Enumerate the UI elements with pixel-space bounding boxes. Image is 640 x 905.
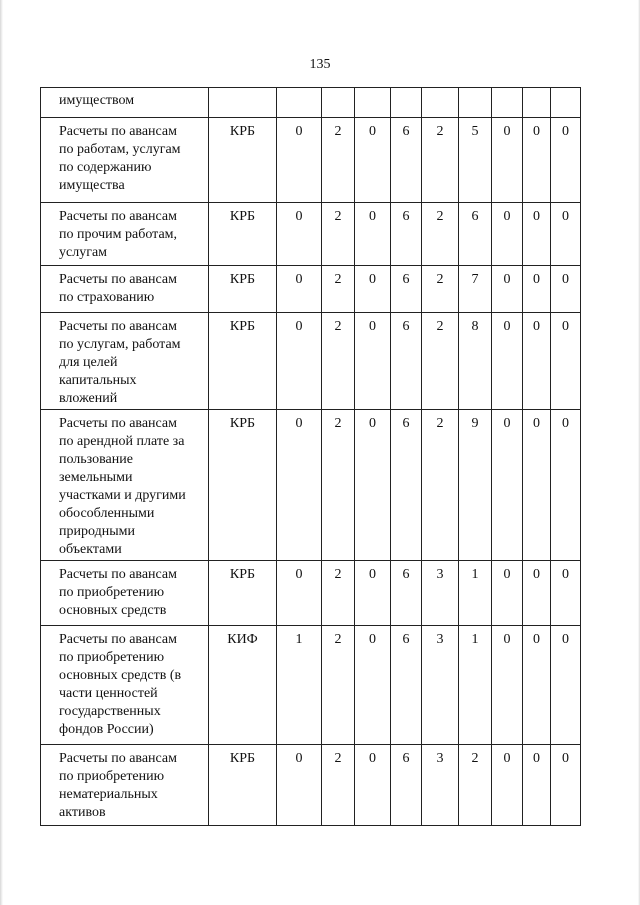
account-digit-cell: 0 [355,561,391,626]
account-digit-cell [551,88,581,118]
budget-code-cell: КРБ [209,118,277,203]
account-digit-cell: 6 [391,626,422,745]
account-digit-cell: 0 [523,203,551,266]
account-digit-cell: 6 [391,410,422,561]
account-digit-cell [492,88,523,118]
table-row [41,88,581,118]
account-digit-cell: 2 [422,410,459,561]
account-name-line: части ценностей [59,686,158,701]
account-name-cell [41,410,209,561]
account-name-line: по приобретению [59,585,165,600]
scan-edge-left [0,0,3,905]
account-name-line: имуществом [59,93,135,108]
account-name-cell [41,626,209,745]
account-digit-cell: 0 [277,410,322,561]
account-digit-cell [322,88,355,118]
account-name-line: нематериальных [59,787,158,802]
account-digit-cell: 0 [355,410,391,561]
account-digit-cell: 0 [551,626,581,745]
account-name-line: по прочим работам, [59,227,178,242]
account-name-line: по содержанию [59,160,152,175]
table-row [41,561,581,626]
account-digit-cell: 2 [322,626,355,745]
budget-code-cell: КРБ [209,266,277,313]
account-digit-cell: 0 [523,410,551,561]
account-digit-cell: 0 [355,203,391,266]
account-digit-cell: 6 [391,203,422,266]
budget-code-cell: КРБ [209,745,277,826]
account-digit-cell: 0 [551,745,581,826]
account-name-line: для целей [59,355,118,370]
account-digit-cell: 0 [551,266,581,313]
account-digit-cell [355,88,391,118]
account-digit-cell: 6 [391,266,422,313]
table-row [41,745,581,826]
account-name-cell [41,88,209,118]
account-digit-cell: 2 [422,313,459,410]
account-digit-cell: 0 [551,410,581,561]
table-row [41,118,581,203]
account-digit-cell [277,88,322,118]
account-digit-cell: 0 [277,745,322,826]
account-digit-cell: 0 [277,561,322,626]
account-digit-cell: 2 [322,118,355,203]
account-digit-cell: 6 [391,561,422,626]
account-name-line: по приобретению [59,769,165,784]
account-digit-cell: 6 [391,313,422,410]
account-digit-cell: 2 [322,203,355,266]
account-name-line: по услугам, работам [59,337,181,352]
budget-code-cell: КРБ [209,561,277,626]
account-digit-cell: 0 [492,626,523,745]
account-name-line: фондов России) [59,722,154,737]
account-digit-cell: 3 [422,745,459,826]
account-digit-cell: 0 [492,313,523,410]
account-name-cell [41,203,209,266]
account-name-line: природными [59,524,135,539]
account-digit-cell: 2 [322,410,355,561]
account-digit-cell: 0 [492,203,523,266]
table-row [41,266,581,313]
account-digit-cell: 1 [277,626,322,745]
account-name-line: вложений [59,391,118,406]
account-digit-cell: 2 [459,745,492,826]
account-digit-cell [422,88,459,118]
account-digit-cell: 0 [355,313,391,410]
account-digit-cell: 2 [422,203,459,266]
budget-code-cell: КРБ [209,410,277,561]
account-digit-cell: 0 [277,313,322,410]
account-name-line: Расчеты по авансам [59,567,178,582]
account-name-line: по арендной плате за [59,434,185,449]
account-digit-cell: 0 [277,203,322,266]
account-name-line: Расчеты по авансам [59,272,178,287]
account-digit-cell: 0 [492,118,523,203]
budget-code-cell: КРБ [209,313,277,410]
account-digit-cell: 7 [459,266,492,313]
account-name-cell [41,745,209,826]
account-digit-cell: 0 [492,266,523,313]
account-digit-cell: 2 [322,561,355,626]
account-digit-cell: 0 [355,266,391,313]
account-name-line: основных средств (в [59,668,182,683]
account-name-line: активов [59,805,106,820]
account-name-line: обособленными [59,506,155,521]
account-digit-cell: 0 [551,203,581,266]
account-name-line: основных средств [59,603,167,618]
account-digit-cell: 2 [322,745,355,826]
table-body [41,88,581,826]
account-name-line: Расчеты по авансам [59,632,178,647]
account-name-line: Расчеты по авансам [59,319,178,334]
account-name-line: земельными [59,470,133,485]
account-digit-cell [459,88,492,118]
account-name-line: государственных [59,704,161,719]
account-digit-cell: 3 [422,626,459,745]
table-row [41,626,581,745]
account-digit-cell: 3 [422,561,459,626]
account-digit-cell: 0 [551,561,581,626]
account-digit-cell: 0 [355,626,391,745]
budget-code-cell: КИФ [209,626,277,745]
account-name-line: по страхованию [59,290,155,305]
budget-code-cell [209,88,277,118]
account-name-line: капитальных [59,373,137,388]
table-row [41,313,581,410]
account-digit-cell: 0 [492,410,523,561]
table-row [41,203,581,266]
account-digit-cell: 0 [523,266,551,313]
account-name-line: Расчеты по авансам [59,751,178,766]
account-digit-cell: 0 [277,118,322,203]
account-digit-cell: 2 [322,313,355,410]
account-digit-cell: 0 [492,745,523,826]
account-digit-cell: 9 [459,410,492,561]
account-digit-cell [391,88,422,118]
account-digit-cell: 0 [551,313,581,410]
account-name-cell [41,561,209,626]
account-digit-cell: 1 [459,561,492,626]
account-digit-cell: 0 [492,561,523,626]
budget-code-cell: КРБ [209,203,277,266]
account-digit-cell: 0 [523,118,551,203]
account-digit-cell: 1 [459,626,492,745]
account-digit-cell: 0 [551,118,581,203]
account-name-line: пользование [59,452,133,467]
account-name-line: объектами [59,542,122,557]
account-digit-cell: 0 [523,745,551,826]
account-digit-cell: 0 [277,266,322,313]
account-name-line: имущества [59,178,125,193]
account-name-line: по приобретению [59,650,165,665]
account-digit-cell: 0 [523,313,551,410]
account-digit-cell: 2 [322,266,355,313]
account-digit-cell [523,88,551,118]
table-row [41,410,581,561]
account-name-line: Расчеты по авансам [59,416,178,431]
page-number: 135 [309,57,331,72]
account-name-line: участками и другими [59,488,186,503]
account-digit-cell: 6 [459,203,492,266]
account-name-line: Расчеты по авансам [59,124,178,139]
account-digit-cell: 2 [422,266,459,313]
account-digit-cell: 8 [459,313,492,410]
account-digit-cell: 0 [355,118,391,203]
account-digit-cell: 6 [391,745,422,826]
account-name-line: услугам [59,245,108,260]
account-digit-cell: 0 [355,745,391,826]
account-digit-cell: 2 [422,118,459,203]
account-digit-cell: 0 [523,626,551,745]
account-name-cell [41,313,209,410]
account-name-cell [41,266,209,313]
account-digit-cell: 5 [459,118,492,203]
account-name-line: Расчеты по авансам [59,209,178,224]
account-name-line: по работам, услугам [59,142,181,157]
account-digit-cell: 6 [391,118,422,203]
account-name-cell [41,118,209,203]
account-digit-cell: 0 [523,561,551,626]
accounts-table [40,87,581,826]
